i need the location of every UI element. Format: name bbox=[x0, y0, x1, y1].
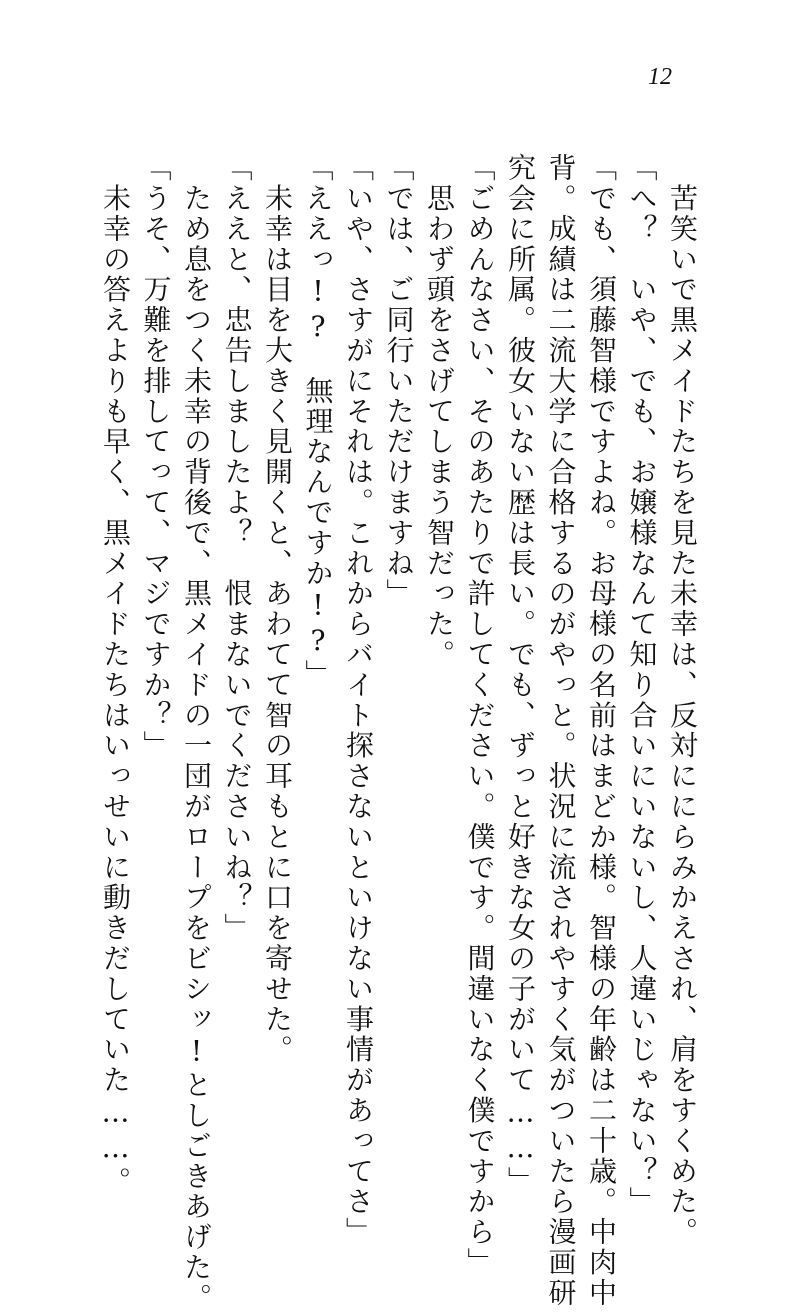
text-line: 背。成績は二流大学に合格するのがやっと。状況に流されやすく気がついたら漫画研 bbox=[544, 153, 578, 1309]
text-line: 「いや、さすがにそれは。これからバイト探さないといけない事情があってさ」 bbox=[342, 153, 375, 1248]
text-line: 「では、ご同行いただけますね」 bbox=[382, 153, 416, 609]
text-line: 思わず頭をさげてしまう智だった。 bbox=[423, 153, 456, 670]
text-line: 「ええと、忠告しましたよ？ 恨まないでくださいね？」 bbox=[220, 153, 254, 944]
text-line: 「でも、須藤智様ですよね。お母様の名前はまどか様。智様の年齢は二十歳。中肉中 bbox=[585, 153, 618, 1309]
text-line: 「へ？ いや、でも、お嬢様なんて知り合いにいないし、人違いじゃない？」 bbox=[625, 153, 659, 1217]
text-line: 苦笑いで黒メイドたちを見た未幸は、反対ににらみかえされ、肩をすくめた。 bbox=[666, 153, 699, 1248]
text-line: 究会に所属。彼女いない歴は長い。でも、ずっと好きな女の子がいて……」 bbox=[504, 153, 537, 1197]
text-line: 未幸の答えよりも早く、黒メイドたちはいっせいに動きだしていた……。 bbox=[99, 153, 132, 1197]
page-number: 12 bbox=[648, 64, 672, 90]
text-line: 「ええっ!? 無理なんですか!?」 bbox=[301, 153, 335, 690]
body-text bbox=[95, 153, 703, 1313]
text-line: 未幸は目を大きく見開くと、あわてて智の耳もとに口を寄せた。 bbox=[261, 153, 294, 1065]
text-line: ため息をつく未幸の背後で、黒メイドの一団がロープをビシッ!としごきあげた。 bbox=[180, 153, 213, 1313]
text-line: 「ごめんなさい、そのあたりで許してください。僕です。間違いなく僕ですから」 bbox=[463, 153, 497, 1278]
text-line: 「うそ、万難を排してって、マジですか？」 bbox=[139, 153, 173, 761]
